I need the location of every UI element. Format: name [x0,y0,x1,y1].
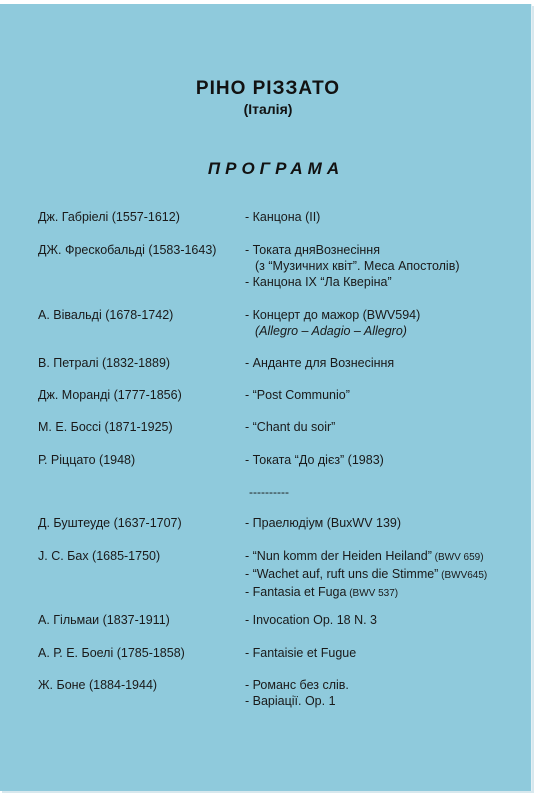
work-list [245,645,356,661]
work-title [245,209,320,225]
performer-name: РІНО РІЗЗАТО [195,78,341,99]
work-title-text: - Концерт до мажор (BWV594) [245,308,421,322]
composer-name: ДЖ. Фрескобальді (1583-1643) [38,243,217,257]
composer-name: М. Е. Боссі (1871-1925) [38,420,173,434]
work-title-text: - Токата дняВознесіння [245,243,380,257]
work-title [245,584,487,602]
work-title-text: - Праелюдіум (BuxWV 139) [245,516,402,530]
work-title-text: - Invocation Op. 18 N. 3 [245,613,378,627]
work-title [245,548,487,566]
program-heading: ПРОГРАМА [207,159,345,178]
composer-name: Ж. Боне (1884-1944) [38,678,158,692]
work-title-text: - Канцона (II) [245,210,321,224]
work-list [245,355,394,371]
work-title-text: - “Chant du soir” [245,420,336,434]
work-title [245,242,460,258]
work-title [245,566,487,584]
composer-name: А. Вівальді (1678-1742) [38,308,174,322]
work-list [245,242,460,290]
work-list [245,515,401,531]
work-title [245,307,420,323]
work-list [245,452,384,468]
work-list [245,677,349,709]
work-title-text: - Fantaisie et Fugue [245,646,357,660]
work-title-text: - “Post Communio” [245,388,350,402]
work-list [245,209,320,225]
work-title [245,452,384,468]
catalog-number: (BWV645) [438,570,488,581]
work-title-text: - “Wachet auf, ruft uns die Stimme” [245,567,439,581]
composer-name: J. C. Бах (1685-1750) [38,549,161,563]
catalog-number: (BWV 659) [431,552,484,563]
work-title-text: - Варіації. Ор. 1 [245,694,336,708]
work-title-text: - Романс без слів. [245,678,349,692]
work-title [245,387,350,403]
work-list [245,612,377,628]
work-title-text: - Токата “До дієз” (1983) [245,453,384,467]
work-list [245,307,420,339]
work-title [245,677,349,693]
work-title-text: - “Nun komm der Heiden Heiland” [245,549,432,563]
work-title [245,419,335,435]
work-title [245,323,420,339]
work-title [245,515,401,531]
work-title-text: - Канцона IX “Ла Кверіна” [245,275,392,289]
catalog-number: (BWV 537) [346,588,399,599]
work-title-text: - Анданте для Вознесіння [245,356,395,370]
work-title [245,645,356,661]
work-list [245,548,487,602]
work-title [245,258,460,274]
work-title [245,693,349,709]
work-title [245,274,460,290]
composer-name: Д. Буштеуде (1637-1707) [38,516,182,530]
work-list [245,387,350,403]
composer-name: В. Петралі (1832-1889) [38,356,171,370]
performer-country: (Італія) [243,101,293,117]
composer-name: Р. Ріццато (1948) [38,453,136,467]
composer-name: Дж. Моранді (1777-1856) [38,388,182,402]
work-list [245,419,335,435]
work-title-text: - Fantasia et Fuga [245,585,347,599]
composer-name: А. Гільмаи (1837-1911) [38,613,170,627]
composer-name: Дж. Габріелі (1557-1612) [38,210,180,224]
section-divider: ---------- [249,485,289,499]
work-title-text: (Allegro – Adagio – Allegro) [255,324,407,338]
work-title-text: (з “Музичних квіт”. Меса Апостолів) [255,259,460,273]
work-title [245,612,377,628]
composer-name: А. Р. Е. Боелі (1785-1858) [38,646,185,660]
work-title [245,355,394,371]
